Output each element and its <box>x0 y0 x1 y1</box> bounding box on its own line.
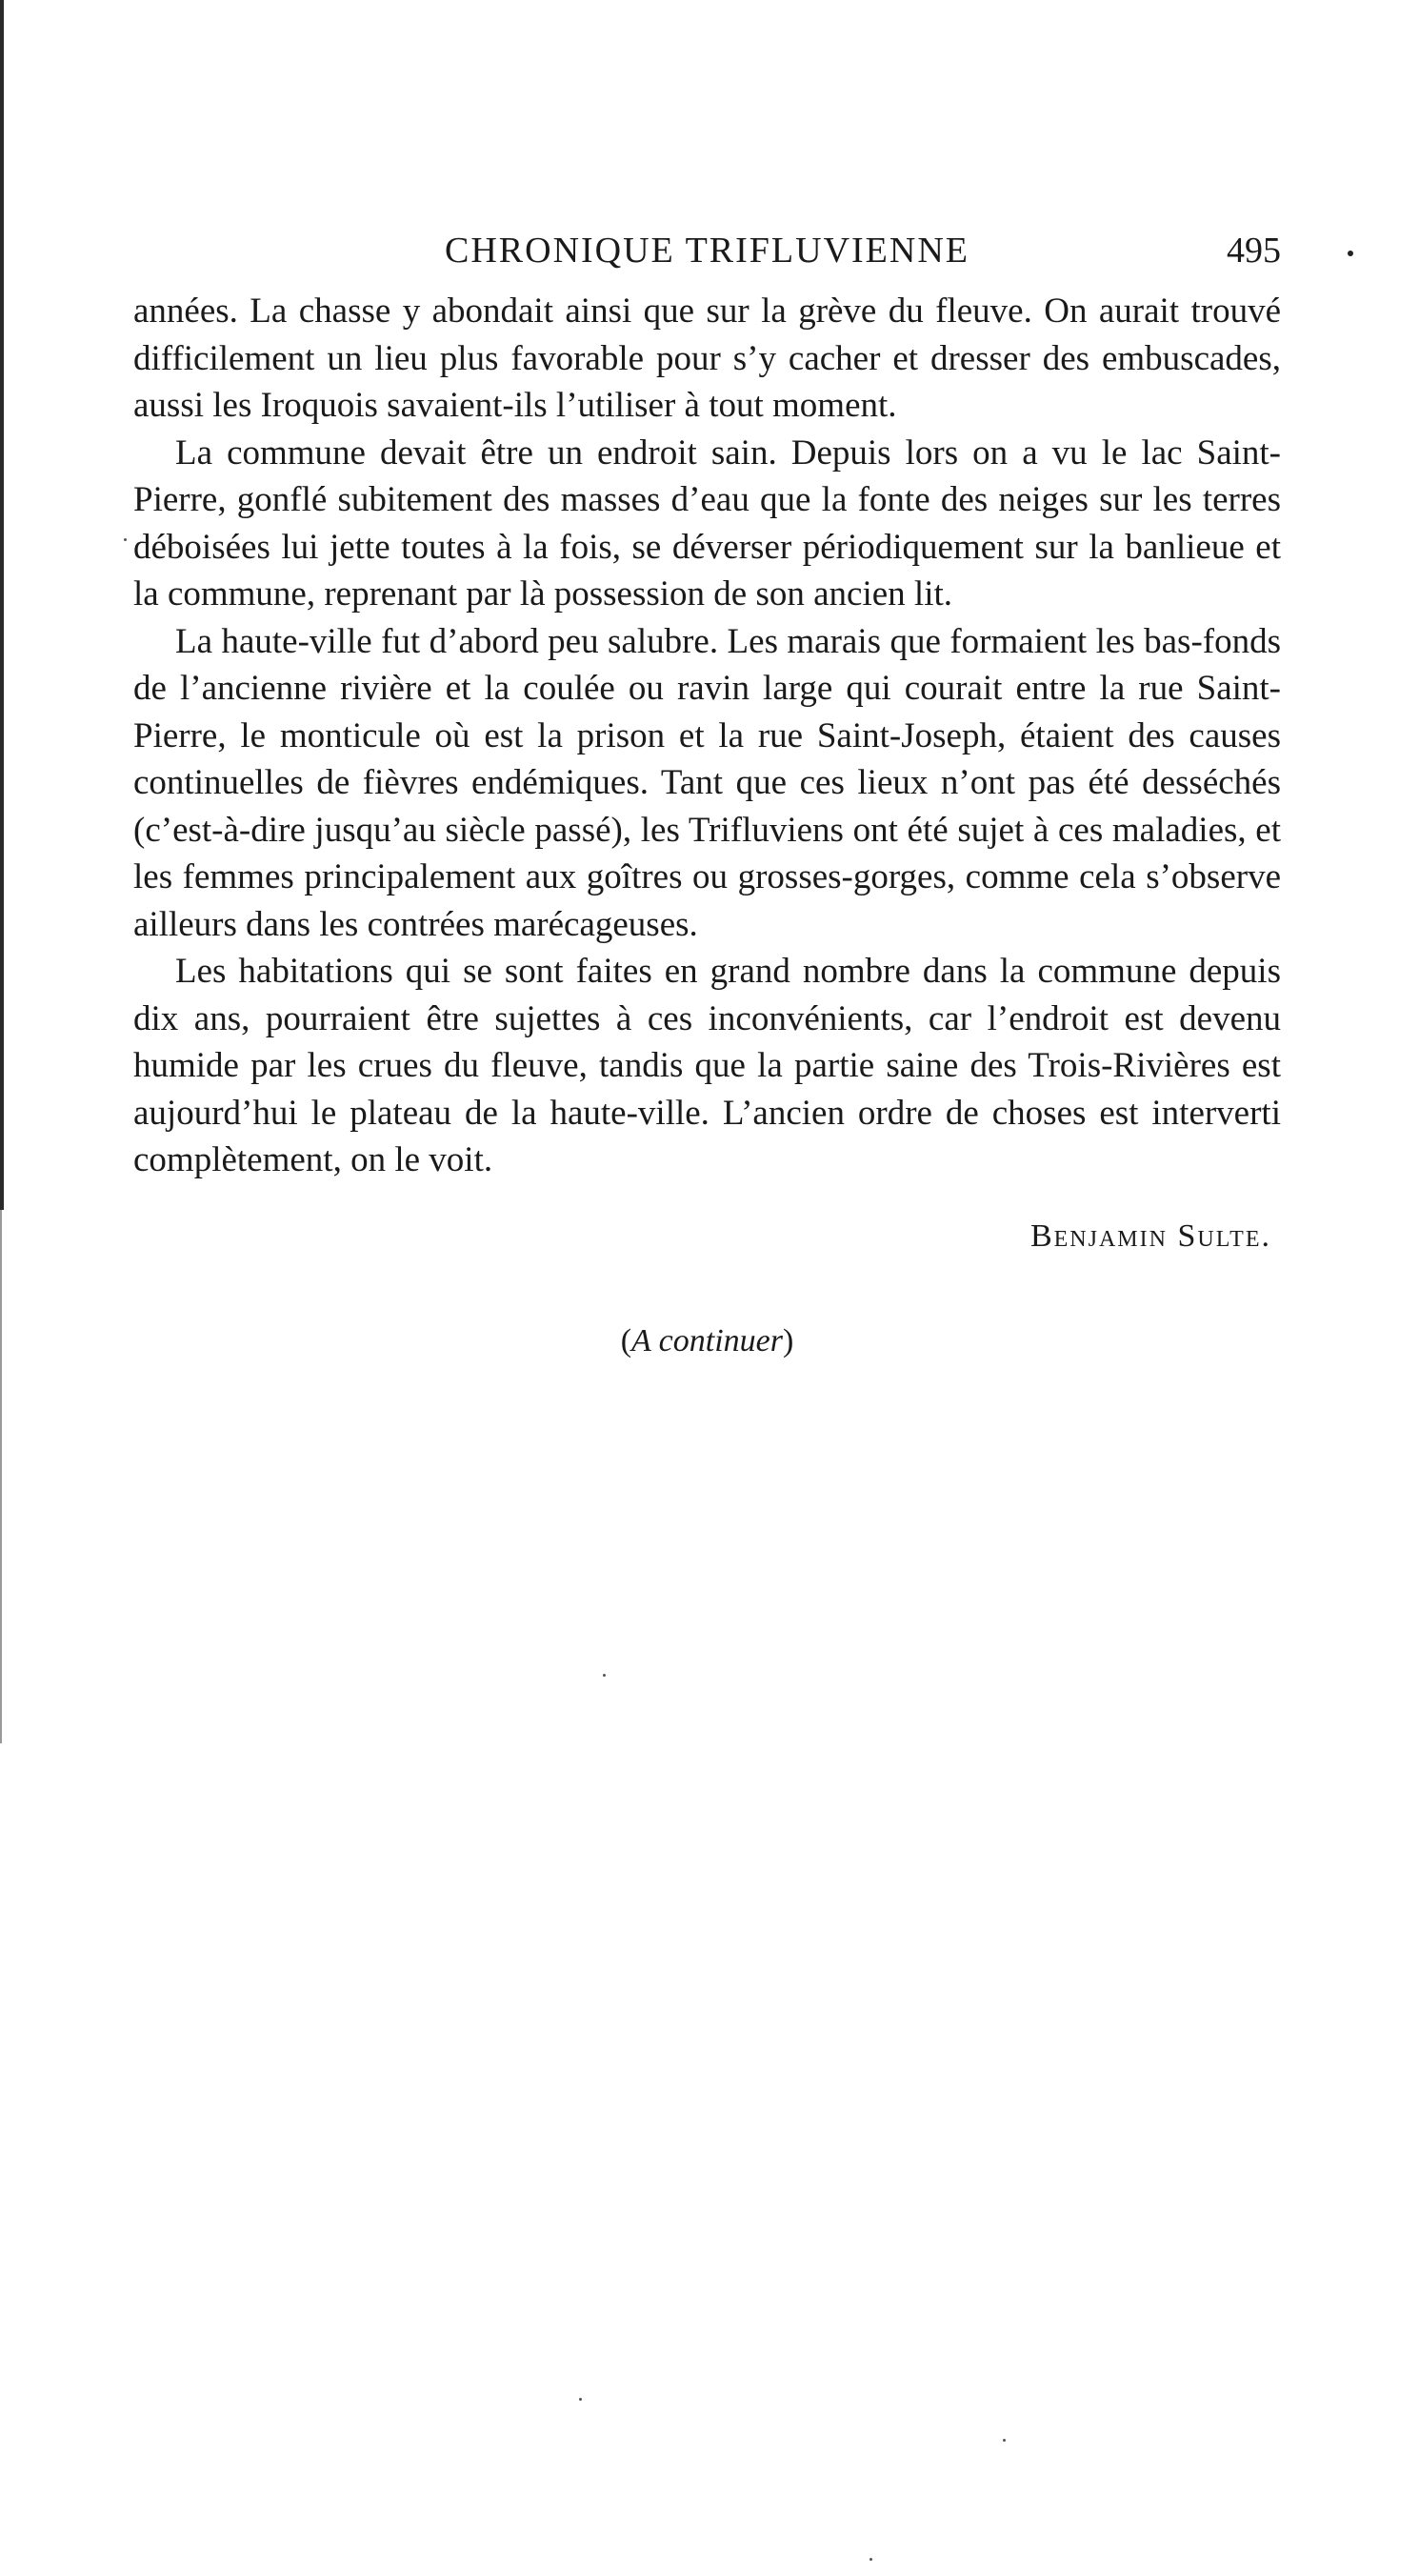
scan-speck <box>124 538 127 541</box>
scan-binding-edge-lower <box>0 1210 2 1743</box>
scan-binding-edge <box>0 0 4 1210</box>
continuation-text: A continuer <box>631 1322 783 1358</box>
paragraph-3: La haute-ville fut d’abord peu salubre. Les marais que formaient les bas-fonds de l’ancienne rivière et la coulée ou ravin large qui courait entre la rue Saint-Pierre, le monticule où est la prison et la rue Saint-Joseph, étaient des causes continuelles de fièvres endémiques. Tant que ces lieux n’ont pas été desséchés (c’est-à-dire jusqu’au siècle passé), les Trifluviens ont été sujet à ces maladies, et les femmes principalement aux goîtres ou grosses-gorges, comme cela s’observe ailleurs dans les contrées marécageuses. <box>133 621 1281 944</box>
scan-speck <box>579 2398 582 2401</box>
scan-mark <box>1348 251 1353 256</box>
paragraph-4: Les habitations qui se sont faites en grand nombre dans la commune depuis dix ans, pourraient être sujettes à ces inconvénients, car l’endroit est devenu humide par les crues du fleuve, tandis que la partie saine des Trois-Rivières est aujourd’hui le plateau de la haute-ville. L’ancien ordre de choses est interverti complètement, on le voit. <box>133 952 1281 1179</box>
paragraph-2: La commune devait être un endroit sain. Depuis lors on a vu le lac Saint-Pierre, gonflé subitement des masses d’eau que la fonte des neiges sur les terres déboisées lui jette toutes à la fois, se déverser périodiquement sur la banlieue et la commune, reprenant par là possession de son ancien lit. <box>133 433 1281 614</box>
body-text <box>133 288 1281 1184</box>
running-title: CHRONIQUE TRIFLUVIENNE <box>445 231 969 271</box>
page-number: 495 <box>1227 231 1281 271</box>
author-signature: Benjamin Sulte. <box>1029 1218 1271 1254</box>
scan-speck <box>869 2558 872 2561</box>
running-head <box>133 227 1281 274</box>
continuation-open-paren: ( <box>620 1322 632 1358</box>
scan-speck <box>603 1674 606 1677</box>
scan-speck <box>1003 2439 1006 2442</box>
book-page <box>133 227 1281 1359</box>
paragraph-1: années. La chasse y abondait ainsi que sur la grève du fleuve. On aurait trouvé difficilement un lieu plus favorable pour s’y cacher et dresser des embuscades, aussi les Iroquois savaient-ils l’utiliser à tout moment. <box>133 292 1281 425</box>
continuation-close-paren: ) <box>782 1322 794 1358</box>
continuation-note <box>133 1323 1281 1359</box>
